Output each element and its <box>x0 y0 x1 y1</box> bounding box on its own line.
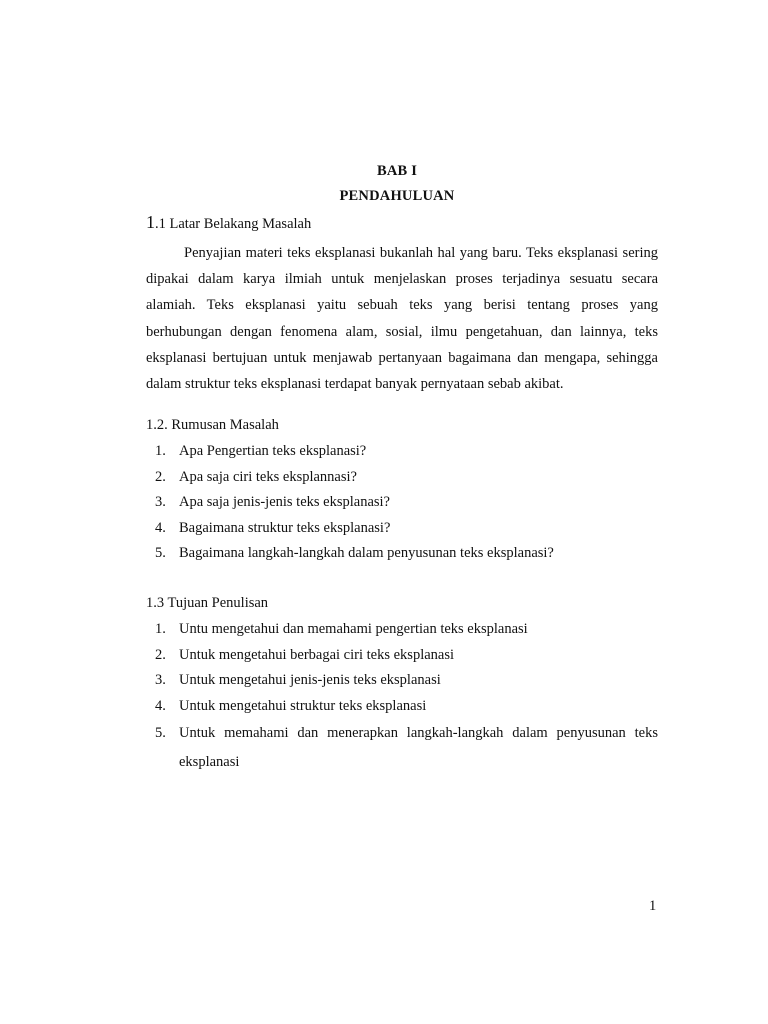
section-heading-rumusan-masalah: 1.2. Rumusan Masalah <box>146 417 279 433</box>
list-item-number: 2. <box>155 468 166 485</box>
chapter-label: BAB I <box>376 163 418 179</box>
list-item <box>146 490 658 516</box>
list-item-text: Untuk memahami dan menerapkan langkah-langkah dalam penyusunan teks eksplanasi <box>179 725 658 770</box>
list-item-number: 1. <box>155 443 166 459</box>
list-item-number: 3. <box>155 672 166 688</box>
list-item-number: 1. <box>155 621 166 637</box>
background-paragraph: Penyajian materi teks eksplanasi bukanlah hal yang baru. Teks eksplanasi sering dipakai dalam karya ilmiah untuk menjelaskan proses terjadinya sesuatu secara alamiah. Teks eksplanasi yaitu sebuah teks yang berisi tentang proses yang berhubungan dengan fenomena alam, sosial, ilmu pengetahuan, dan lainnya, teks eksplanasi bertujuan untuk menjawab pertanyaan bagaimana dan mengapa, sehingga dalam struktur teks eksplanasi terdapat banyak pernyataan sebab akibat. <box>146 245 658 393</box>
list-item-number: 4. <box>155 519 166 536</box>
list-item-text: Bagaimana langkah-langkah dalam penyusunan teks eksplanasi? <box>179 545 554 561</box>
list-item-text: Untu mengetahui dan memahami pengertian teks eksplanasi <box>179 621 528 637</box>
list-item-text: Untuk mengetahui jenis-jenis teks eksplanasi <box>179 672 441 688</box>
list-item-number: 5. <box>155 545 166 561</box>
list-item <box>146 643 658 669</box>
list-item <box>146 465 658 491</box>
section-number-large: 1 <box>146 212 155 232</box>
section-heading-text: .1 Latar Belakang Masalah <box>155 216 312 232</box>
list-item <box>146 617 658 643</box>
list-item <box>146 516 658 542</box>
chapter-title: PENDAHULUAN <box>339 188 455 204</box>
problem-list <box>146 439 658 567</box>
page-number: 1 <box>649 898 657 914</box>
section-heading-latar-belakang <box>146 212 311 233</box>
list-item-text: Untuk mengetahui struktur teks eksplanasi <box>179 697 427 714</box>
list-item <box>146 719 658 776</box>
list-item <box>146 541 658 567</box>
section-heading-tujuan-penulisan: 1.3 Tujuan Penulisan <box>146 595 269 611</box>
list-item-number: 5. <box>155 725 166 741</box>
list-item <box>146 694 658 720</box>
list-item <box>146 668 658 694</box>
list-item <box>146 439 658 465</box>
list-item-number: 3. <box>155 494 166 510</box>
list-item-text: Bagaimana struktur teks eksplanasi? <box>179 519 391 536</box>
list-item-text: Untuk mengetahui berbagai ciri teks eksplanasi <box>179 646 455 663</box>
list-item-text: Apa saja jenis-jenis teks eksplanasi? <box>179 494 390 510</box>
list-item-text: Apa Pengertian teks eksplanasi? <box>179 443 367 459</box>
list-item-text: Apa saja ciri teks eksplannasi? <box>179 468 357 485</box>
list-item-number: 2. <box>155 646 166 663</box>
objectives-list <box>146 617 658 776</box>
list-item-number: 4. <box>155 697 166 714</box>
